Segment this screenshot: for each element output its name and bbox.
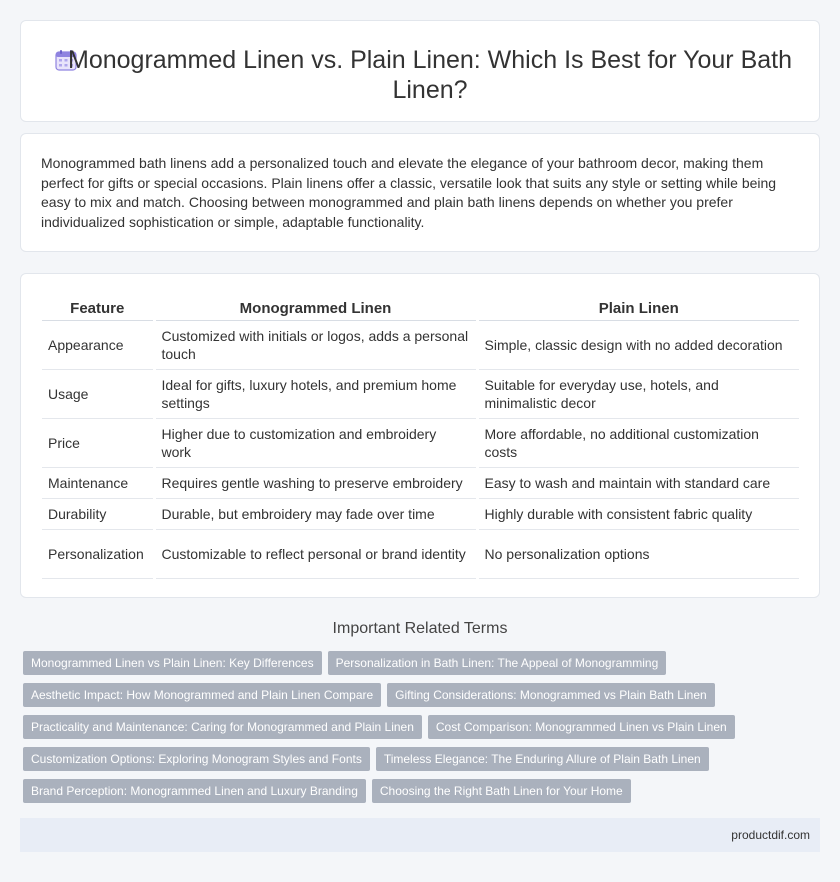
intro-paragraph: Monogrammed bath linens add a personalized touch and elevate the elegance of your bathroom decor, making them perfect for gifts or special occasions. Plain linens offer a classic, versatile look that suits any style or setting while being easy to mix and match. Choosing between monogrammed and plain bath linens depends on whether you prefer individualized sophistication or simple, adaptable functionality. [41, 155, 777, 230]
table-header-feature: Feature [42, 294, 154, 320]
related-term-tag[interactable]: Choosing the Right Bath Linen for Your Home [372, 779, 631, 803]
table-header-monogrammed: Monogrammed Linen [154, 294, 477, 320]
cell-feature: Durability [42, 498, 154, 529]
related-term-tag[interactable]: Practicality and Maintenance: Caring for Monogrammed and Plain Linen [23, 715, 422, 739]
related-term-tag[interactable]: Gifting Considerations: Monogrammed vs Plain Bath Linen [387, 683, 715, 707]
footer-site-link[interactable]: productdif.com [731, 828, 810, 842]
cell-plain: Easy to wash and maintain with standard care [477, 467, 799, 498]
intro-card [20, 133, 820, 252]
table-row [42, 418, 799, 467]
cell-feature: Maintenance [42, 467, 154, 498]
table-header-plain: Plain Linen [477, 294, 799, 320]
cell-monogrammed: Customized with initials or logos, adds a personal touch [154, 320, 477, 369]
cell-monogrammed: Ideal for gifts, luxury hotels, and premium home settings [154, 369, 477, 418]
cell-monogrammed: Durable, but embroidery may fade over time [154, 498, 477, 529]
cell-monogrammed: Higher due to customization and embroidery work [154, 418, 477, 467]
cell-plain: Simple, classic design with no added decoration [477, 320, 799, 369]
cell-plain: No personalization options [477, 529, 799, 578]
cell-feature: Price [42, 418, 154, 467]
related-terms-heading: Important Related Terms [332, 620, 508, 637]
related-term-tag[interactable]: Monogrammed Linen vs Plain Linen: Key Differences [23, 651, 322, 675]
cell-plain: Suitable for everyday use, hotels, and minimalistic decor [477, 369, 799, 418]
cell-monogrammed: Requires gentle washing to preserve embroidery [154, 467, 477, 498]
related-term-tag[interactable]: Cost Comparison: Monogrammed Linen vs Plain Linen [428, 715, 735, 739]
comparison-table [42, 294, 799, 579]
footer [20, 818, 820, 852]
related-terms-list [23, 651, 823, 811]
comparison-table-card [20, 273, 820, 598]
header-card [20, 20, 820, 122]
related-term-tag[interactable]: Personalization in Bath Linen: The Appeal of Monogramming [328, 651, 667, 675]
table-row [42, 467, 799, 498]
table-row [42, 498, 799, 529]
related-term-tag[interactable]: Customization Options: Exploring Monogram Styles and Fonts [23, 747, 370, 771]
page-title: Monogrammed Linen vs. Plain Linen: Which Is Best for Your Bath Linen? [68, 46, 792, 104]
table-row [42, 369, 799, 418]
cell-plain: Highly durable with consistent fabric quality [477, 498, 799, 529]
cell-monogrammed: Customizable to reflect personal or brand identity [154, 529, 477, 578]
cell-feature: Appearance [42, 320, 154, 369]
related-term-tag[interactable]: Brand Perception: Monogrammed Linen and Luxury Branding [23, 779, 366, 803]
cell-feature: Personalization [42, 529, 154, 578]
related-term-tag[interactable]: Timeless Elegance: The Enduring Allure of Plain Bath Linen [376, 747, 709, 771]
cell-feature: Usage [42, 369, 154, 418]
related-term-tag[interactable]: Aesthetic Impact: How Monogrammed and Plain Linen Compare [23, 683, 381, 707]
table-row [42, 320, 799, 369]
cell-plain: More affordable, no additional customization costs [477, 418, 799, 467]
table-row [42, 529, 799, 578]
